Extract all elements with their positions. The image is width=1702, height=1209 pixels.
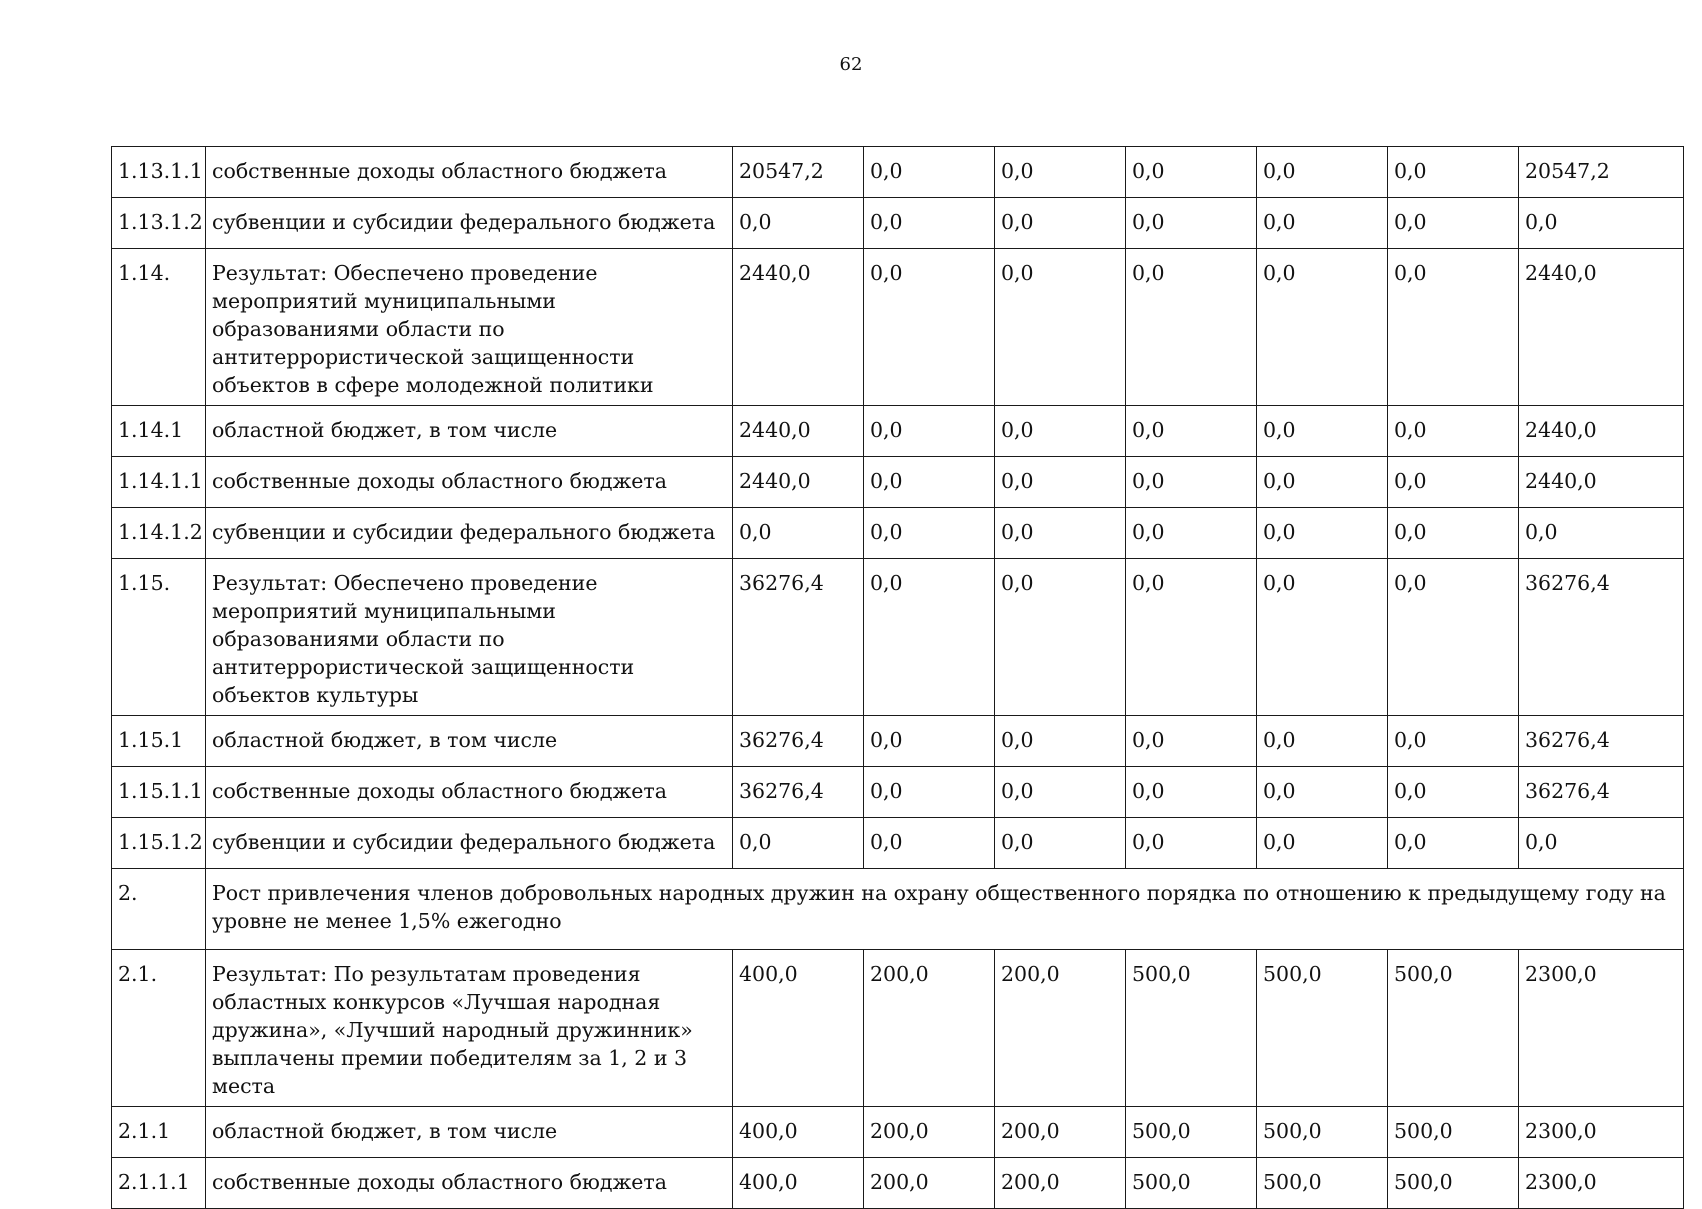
value-cell: 0,0 bbox=[1388, 508, 1519, 559]
value-cell: 500,0 bbox=[1126, 1107, 1257, 1158]
row-code: 1.14.1.1 bbox=[112, 457, 206, 508]
value-cell: 0,0 bbox=[1388, 198, 1519, 249]
row-name: областной бюджет, в том числе bbox=[206, 406, 733, 457]
table-row bbox=[112, 249, 1684, 406]
value-cell: 2300,0 bbox=[1519, 950, 1684, 1107]
value-cell: 500,0 bbox=[1257, 950, 1388, 1107]
value-cell: 0,0 bbox=[864, 716, 995, 767]
value-cell: 400,0 bbox=[733, 950, 864, 1107]
value-cell: 0,0 bbox=[1388, 457, 1519, 508]
budget-table bbox=[111, 146, 1684, 1209]
value-cell: 2440,0 bbox=[733, 406, 864, 457]
value-cell: 2300,0 bbox=[1519, 1158, 1684, 1209]
value-cell: 0,0 bbox=[864, 198, 995, 249]
value-cell: 0,0 bbox=[1519, 198, 1684, 249]
value-cell: 20547,2 bbox=[733, 147, 864, 198]
value-cell: 0,0 bbox=[995, 147, 1126, 198]
value-cell: 0,0 bbox=[995, 249, 1126, 406]
table-row bbox=[112, 1158, 1684, 1209]
value-cell: 0,0 bbox=[1257, 406, 1388, 457]
value-cell: 0,0 bbox=[864, 406, 995, 457]
value-cell: 0,0 bbox=[1257, 457, 1388, 508]
value-cell: 0,0 bbox=[1388, 767, 1519, 818]
row-name: собственные доходы областного бюджета bbox=[206, 457, 733, 508]
value-cell: 36276,4 bbox=[1519, 767, 1684, 818]
value-cell: 0,0 bbox=[864, 457, 995, 508]
value-cell: 0,0 bbox=[1126, 406, 1257, 457]
value-cell: 0,0 bbox=[1388, 716, 1519, 767]
value-cell: 0,0 bbox=[1257, 147, 1388, 198]
value-cell: 2440,0 bbox=[733, 249, 864, 406]
value-cell: 0,0 bbox=[1126, 716, 1257, 767]
value-cell: 500,0 bbox=[1388, 1158, 1519, 1209]
value-cell: 200,0 bbox=[995, 1107, 1126, 1158]
value-cell: 0,0 bbox=[864, 818, 995, 869]
row-name: субвенции и субсидии федерального бюджета bbox=[206, 508, 733, 559]
row-name: собственные доходы областного бюджета bbox=[206, 147, 733, 198]
row-name: Результат: Обеспечено проведение мероприятий муниципальными образованиями области по антитеррористической защищенности объектов в сфере молодежной политики bbox=[206, 249, 733, 406]
value-cell: 0,0 bbox=[1388, 249, 1519, 406]
value-cell: 0,0 bbox=[864, 147, 995, 198]
value-cell: 400,0 bbox=[733, 1107, 864, 1158]
row-code: 1.14.1.2 bbox=[112, 508, 206, 559]
row-code: 2.1. bbox=[112, 950, 206, 1107]
value-cell: 0,0 bbox=[1126, 457, 1257, 508]
value-cell: 0,0 bbox=[995, 818, 1126, 869]
value-cell: 2440,0 bbox=[1519, 406, 1684, 457]
value-cell: 0,0 bbox=[1519, 818, 1684, 869]
value-cell: 200,0 bbox=[995, 1158, 1126, 1209]
value-cell: 0,0 bbox=[733, 198, 864, 249]
row-code: 1.13.1.2 bbox=[112, 198, 206, 249]
row-code: 2. bbox=[112, 869, 206, 950]
value-cell: 0,0 bbox=[995, 716, 1126, 767]
row-code: 1.15.1.1 bbox=[112, 767, 206, 818]
table-body bbox=[112, 147, 1684, 1209]
value-cell: 500,0 bbox=[1388, 950, 1519, 1107]
row-name: субвенции и субсидии федерального бюджета bbox=[206, 198, 733, 249]
row-code: 2.1.1 bbox=[112, 1107, 206, 1158]
table-row bbox=[112, 457, 1684, 508]
value-cell: 0,0 bbox=[1257, 716, 1388, 767]
row-name: областной бюджет, в том числе bbox=[206, 716, 733, 767]
value-cell: 0,0 bbox=[733, 818, 864, 869]
value-cell: 0,0 bbox=[1257, 508, 1388, 559]
value-cell: 0,0 bbox=[995, 198, 1126, 249]
value-cell: 500,0 bbox=[1257, 1107, 1388, 1158]
value-cell: 0,0 bbox=[1388, 147, 1519, 198]
value-cell: 0,0 bbox=[1388, 406, 1519, 457]
value-cell: 200,0 bbox=[864, 1107, 995, 1158]
value-cell: 0,0 bbox=[1126, 508, 1257, 559]
value-cell: 200,0 bbox=[995, 950, 1126, 1107]
value-cell: 0,0 bbox=[1257, 249, 1388, 406]
table-row bbox=[112, 767, 1684, 818]
row-code: 1.15. bbox=[112, 559, 206, 716]
page-number: 62 bbox=[839, 54, 863, 75]
value-cell: 500,0 bbox=[1388, 1107, 1519, 1158]
value-cell: 0,0 bbox=[1388, 818, 1519, 869]
value-cell: 0,0 bbox=[864, 767, 995, 818]
value-cell: 0,0 bbox=[1126, 249, 1257, 406]
value-cell: 0,0 bbox=[1257, 198, 1388, 249]
row-code: 1.14. bbox=[112, 249, 206, 406]
value-cell: 0,0 bbox=[864, 559, 995, 716]
table-row bbox=[112, 716, 1684, 767]
value-cell: 0,0 bbox=[1126, 559, 1257, 716]
value-cell: 0,0 bbox=[1257, 559, 1388, 716]
value-cell: 0,0 bbox=[995, 559, 1126, 716]
value-cell: 0,0 bbox=[1126, 147, 1257, 198]
value-cell: 200,0 bbox=[864, 950, 995, 1107]
table-row bbox=[112, 1107, 1684, 1158]
row-name: Результат: Обеспечено проведение мероприятий муниципальными образованиями области по антитеррористической защищенности объектов культуры bbox=[206, 559, 733, 716]
row-name: областной бюджет, в том числе bbox=[206, 1107, 733, 1158]
table-row bbox=[112, 818, 1684, 869]
value-cell: 2300,0 bbox=[1519, 1107, 1684, 1158]
value-cell: 0,0 bbox=[1126, 818, 1257, 869]
value-cell: 2440,0 bbox=[733, 457, 864, 508]
value-cell: 0,0 bbox=[1257, 767, 1388, 818]
value-cell: 500,0 bbox=[1126, 1158, 1257, 1209]
table-row bbox=[112, 508, 1684, 559]
value-cell: 500,0 bbox=[1257, 1158, 1388, 1209]
row-code: 1.14.1 bbox=[112, 406, 206, 457]
value-cell: 20547,2 bbox=[1519, 147, 1684, 198]
value-cell: 0,0 bbox=[1257, 818, 1388, 869]
value-cell: 36276,4 bbox=[1519, 716, 1684, 767]
row-name: Рост привлечения членов добровольных народных дружин на охрану общественного порядка по отношению к предыдущему году на уровне не менее 1,5% ежегодно bbox=[206, 869, 1684, 950]
value-cell: 500,0 bbox=[1126, 950, 1257, 1107]
value-cell: 0,0 bbox=[1126, 767, 1257, 818]
value-cell: 0,0 bbox=[1126, 198, 1257, 249]
table-row bbox=[112, 950, 1684, 1107]
value-cell: 0,0 bbox=[1388, 559, 1519, 716]
row-name: субвенции и субсидии федерального бюджета bbox=[206, 818, 733, 869]
value-cell: 0,0 bbox=[1519, 508, 1684, 559]
row-code: 2.1.1.1 bbox=[112, 1158, 206, 1209]
value-cell: 0,0 bbox=[995, 508, 1126, 559]
table-row bbox=[112, 198, 1684, 249]
row-code: 1.15.1.2 bbox=[112, 818, 206, 869]
value-cell: 0,0 bbox=[995, 406, 1126, 457]
value-cell: 2440,0 bbox=[1519, 249, 1684, 406]
value-cell: 0,0 bbox=[864, 249, 995, 406]
value-cell: 0,0 bbox=[995, 767, 1126, 818]
table-row bbox=[112, 869, 1684, 950]
value-cell: 36276,4 bbox=[733, 559, 864, 716]
value-cell: 400,0 bbox=[733, 1158, 864, 1209]
value-cell: 36276,4 bbox=[733, 716, 864, 767]
value-cell: 36276,4 bbox=[1519, 559, 1684, 716]
value-cell: 36276,4 bbox=[733, 767, 864, 818]
value-cell: 0,0 bbox=[864, 508, 995, 559]
row-code: 1.15.1 bbox=[112, 716, 206, 767]
value-cell: 0,0 bbox=[733, 508, 864, 559]
row-name: собственные доходы областного бюджета bbox=[206, 767, 733, 818]
table-row bbox=[112, 559, 1684, 716]
value-cell: 2440,0 bbox=[1519, 457, 1684, 508]
row-name: Результат: По результатам проведения областных конкурсов «Лучшая народная дружина», «Лучший народный дружинник» выплачены премии победителям за 1, 2 и 3 места bbox=[206, 950, 733, 1107]
row-code: 1.13.1.1 bbox=[112, 147, 206, 198]
row-name: собственные доходы областного бюджета bbox=[206, 1158, 733, 1209]
table-row bbox=[112, 147, 1684, 198]
table-row bbox=[112, 406, 1684, 457]
value-cell: 0,0 bbox=[995, 457, 1126, 508]
value-cell: 200,0 bbox=[864, 1158, 995, 1209]
